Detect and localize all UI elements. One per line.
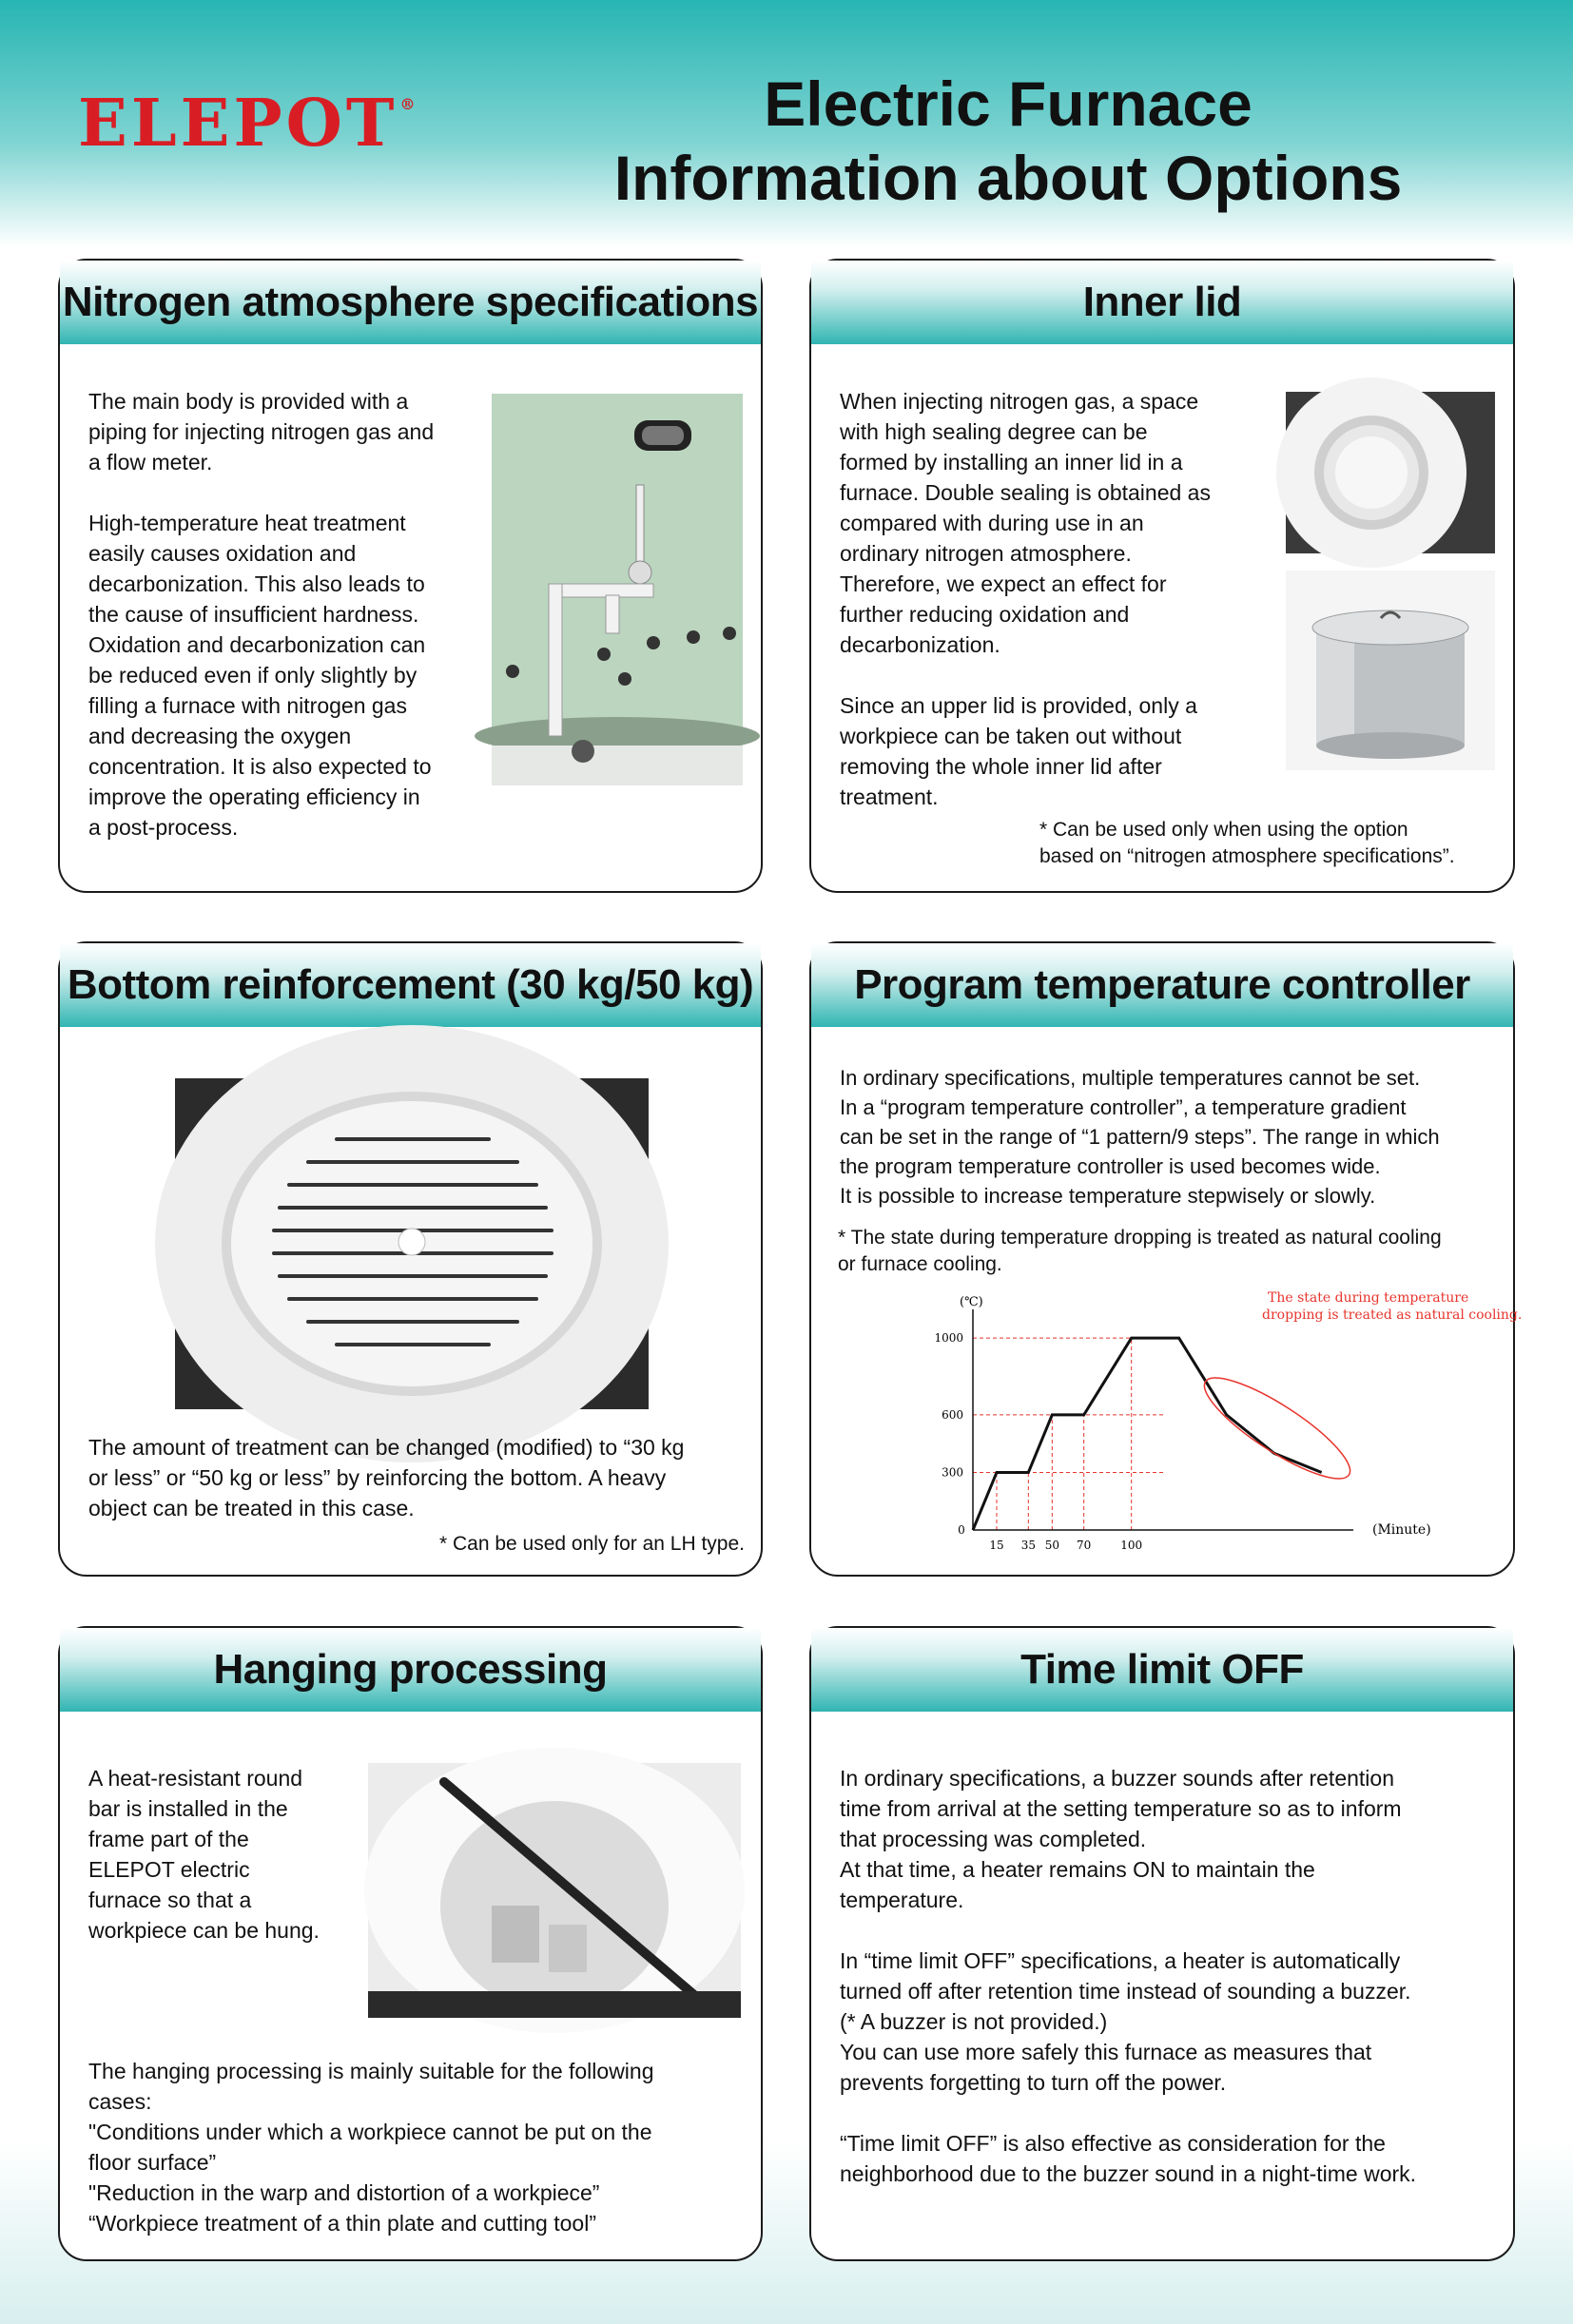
bottom-note: * Can be used only for an LH type.	[438, 1533, 745, 1555]
hanging-text-cases: The hanging processing is mainly suitable for the following cases: "Conditions under which a workpiece cannot be put on the floor surface” "Reduction in the warp and distortion of a workpiece” “Workpiece treatment of a thin plate and cutting tool”	[88, 2059, 654, 2236]
title-line-1: Electric Furnace	[764, 68, 1253, 139]
panel-hanging-title: Hanging processing	[60, 1628, 761, 1712]
chart-y-tick-label: 1000	[934, 1331, 963, 1346]
title-line-2: Information about Options	[613, 143, 1403, 213]
chart-cooling-highlight	[1193, 1363, 1361, 1494]
hanging-text-intro: A heat-resistant round bar is installed in the frame part of the ELEPOT electric furnace so that a workpiece can be hung.	[88, 1766, 320, 1943]
chart-annotation-line2: dropping is treated as natural cooling.	[1262, 1307, 1523, 1323]
registered-mark: ®	[399, 95, 419, 113]
chart-x-tick-label: 70	[1077, 1539, 1092, 1552]
panel-time-limit-title: Time limit OFF	[811, 1628, 1513, 1712]
bottom-reinforcement-photo	[175, 1078, 649, 1409]
panel-nitrogen-title: Nitrogen atmosphere specifications	[60, 261, 761, 344]
inner-lid-pot-photo	[1286, 571, 1495, 770]
panel-hanging	[58, 1626, 763, 2261]
panel-inner-lid	[809, 259, 1515, 893]
chart-annotation-line1: The state during temperature	[1268, 1290, 1469, 1306]
inner-lid-text: When injecting nitrogen gas, a space with high sealing degree can be formed by installing an inner lid in a furnace. Double sealing is obtained as compared with during use in an ordinary nitrogen atmosphere. Therefore, we expect an effect for further reducing oxidation and decarbonization. Since an upper lid is provided, only a workpiece can be taken out without removing the whole inner lid after treatment.	[840, 389, 1211, 809]
panel-program-title: Program temperature controller	[811, 943, 1513, 1027]
bottom-text: The amount of treatment can be changed (modified) to “30 kg or less” or “50 kg or less” by reinforcing the bottom. A heavy object can be treated in this case.	[88, 1435, 685, 1520]
nitrogen-text: The main body is provided with a piping for injecting nitrogen gas and a flow meter. High-temperature heat treatment easily causes oxidation and decarbonization. This also leads to the cause of insufficient hardness. Oxidation and decarbonization can be reduced even if only slightly by filling a furnace with nitrogen gas and decreasing the oxygen concentration. It is also expected to improve the operating efficiency in a post-process.	[88, 389, 435, 840]
time-limit-text: In ordinary specifications, a buzzer sounds after retention time from arrival at the setting temperature so as to inform that processing was completed. At that time, a heater remains ON to maintain the temperature. In “time limit OFF” specifications, a heater is automatically turned off after retention time instead of sounding a buzzer. (* A buzzer is not provided.) You can use more safely this furnace as measures that prevents forgetting to turn off the power. “Time limit OFF” is also effective as consideration for the neighborhood due to the buzzer sound in a night-time work.	[840, 1766, 1417, 2186]
chart-y-tick-label: 300	[942, 1465, 963, 1480]
panel-program-controller	[809, 941, 1523, 1577]
inner-lid-note: * Can be used only when using the option based on “nitrogen atmosphere specifications”.	[1039, 819, 1455, 867]
chart-x-tick-label: 35	[1020, 1539, 1036, 1552]
page-title	[514, 67, 1503, 215]
chart-y-unit: (℃)	[960, 1295, 983, 1309]
panel-time-limit	[809, 1626, 1515, 2261]
chart-series-line	[973, 1338, 1322, 1530]
inner-lid-top-photo	[1286, 392, 1495, 553]
chart-y-tick-label: 600	[942, 1407, 963, 1422]
panel-bottom-title: Bottom reinforcement (30 kg/50 kg)	[60, 943, 761, 1027]
chart-x-tick-label: 15	[989, 1539, 1004, 1552]
logo-text: ELEPOT	[78, 86, 398, 162]
program-text: In ordinary specifications, multiple temperatures cannot be set. In a “program temperature controller”, a temperature gradient can be set in the range of “1 pattern/9 steps”. The range in which the program temperature controller is used becomes wide. It is possible to increase temperature stepwisely or slowly.	[840, 1066, 1440, 1208]
chart-x-unit: (Minute)	[1372, 1522, 1431, 1538]
panel-bottom-reinforcement	[58, 941, 763, 1577]
panel-nitrogen	[58, 259, 763, 893]
program-note: * The state during temperature dropping is treated as natural cooling or furnace cooling.	[838, 1227, 1442, 1275]
temperature-chart	[906, 1281, 1523, 1557]
chart-x-tick-label: 0	[958, 1523, 965, 1537]
elepot-logo	[78, 86, 419, 162]
chart-x-tick-label: 50	[1044, 1539, 1059, 1552]
chart-x-tick-label: 100	[1120, 1539, 1143, 1552]
hanging-photo	[368, 1763, 741, 2018]
nitrogen-furnace-photo	[492, 394, 743, 785]
panel-inner-lid-title: Inner lid	[811, 261, 1513, 344]
